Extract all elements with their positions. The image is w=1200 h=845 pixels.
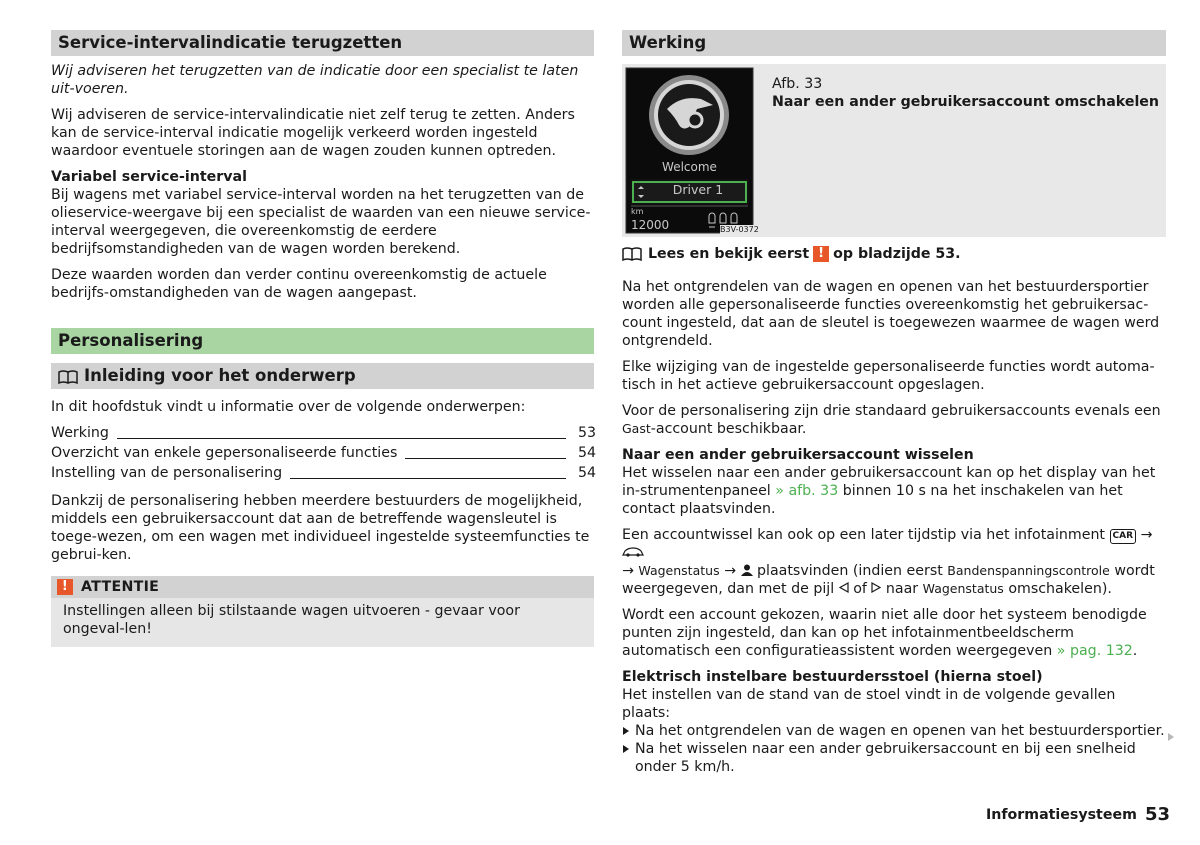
p3-text: Voor de personalisering zijn drie standaard gebruikersaccounts evenals een xyxy=(622,403,1161,419)
switch-account-paragraph xyxy=(622,464,1166,518)
display-km-unit: km xyxy=(631,207,644,216)
book-icon xyxy=(58,370,78,384)
toc-label: Overzicht van enkele gepersonaliseerde functies xyxy=(51,445,398,461)
page-link[interactable]: » pag. 132 xyxy=(1056,643,1133,659)
account-switch-paragraph xyxy=(622,526,1166,598)
service-section-body xyxy=(51,62,594,302)
switch-account-title: Naar een ander gebruikersaccount wisselen xyxy=(622,447,974,463)
warning-icon: ! xyxy=(57,579,73,595)
book-icon xyxy=(622,247,642,261)
toc-label: Instelling van de personalisering xyxy=(51,465,283,481)
guest-term: Gast xyxy=(622,421,651,436)
p3-tail: -account beschikbaar. xyxy=(650,421,807,437)
bandenspanning-term: Bandenspanningscontrole xyxy=(947,563,1110,578)
toc-page: 54 xyxy=(578,465,597,481)
figure-caption: Naar een ander gebruikersaccount omschakelen xyxy=(772,94,1160,110)
warning-title: ATTENTIE xyxy=(81,579,160,595)
werking-paragraph-2: Elke wijziging van de ingestelde gepersonaliseerde functies wordt automa-tisch in het actieve gebruikersaccount opgeslagen. xyxy=(622,359,1155,393)
continue-arrow-icon xyxy=(1167,732,1175,742)
car-button-icon: CAR xyxy=(1110,529,1137,544)
figure-number: Afb. 33 xyxy=(772,76,823,92)
personalisering-intro: In dit hoofdstuk vindt u informatie over de volgende onderwerpen: xyxy=(51,399,526,415)
service-intro: Wij adviseren het terugzetten van de indicatie door een specialist te laten uit-voeren. xyxy=(51,63,579,97)
read-first-note xyxy=(622,246,961,262)
p5-text-g: of xyxy=(853,581,867,597)
switch-tail: binnen 10 s na het inschakelen van het contact plaatsvinden. xyxy=(622,483,1123,517)
service-paragraph-2: Bij wagens met variabel service-interval worden na het terugzetten van de olieservice-weergave bij een specialist de waarden van een nieuwe service-interval weergegeven, die overeenkomstig de eerdere bedrijfsomstandigheden van de wagen worden berekend. xyxy=(51,187,591,257)
arrow-3: → xyxy=(724,563,736,579)
section-title-werking: Werking xyxy=(622,30,1166,56)
warning-box xyxy=(51,576,594,647)
page-number: 53 xyxy=(1145,804,1171,825)
toc-leader xyxy=(405,458,566,459)
toc-page: 54 xyxy=(578,445,597,461)
p5-text-e: plaatsvinden (indien eerst xyxy=(757,563,943,579)
personalisering-paragraph: Dankzij de personalisering hebben meerdere bestuurders de mogelijkheid, middels een gebruikersaccount dat aan de betreffende wagensleutel is toege-wezen, om een wagen met individueel ingestelde systeemfuncties te gebrui-ken. xyxy=(51,493,590,563)
toc-entry[interactable] xyxy=(51,424,597,442)
werking-paragraph-1: Na het ontgrendelen van de wagen en openen van het bestuurdersportier worden alle gepersonaliseerde functies overeenkomstig het gebruikersac-count ingesteld, dat aan de sleutel is toegewezen waarmee de wagen werd ontgrendeld. xyxy=(622,279,1160,349)
figure-box xyxy=(622,64,1166,237)
read-first-page: op bladzijde 53. xyxy=(833,246,961,262)
arrow-right-icon xyxy=(871,582,881,593)
p5-text-f: wordt weergegeven, dan met de pijl xyxy=(622,563,1155,597)
vehicle-icon xyxy=(622,547,644,557)
person-icon xyxy=(741,564,753,576)
p5-text-i: omschakelen). xyxy=(1008,581,1112,597)
variable-interval-title: Variabel service-interval xyxy=(51,169,247,185)
read-first-label: Lees en bekijk eerst xyxy=(648,246,810,262)
display-driver: Driver 1 xyxy=(672,182,724,197)
seat-title: Elektrisch instelbare bestuurdersstoel (hierna stoel) xyxy=(622,669,1043,685)
toc-leader xyxy=(117,438,566,439)
seat-intro: Het instellen van de stand van de stoel vindt in de volgende gevallen plaats: xyxy=(622,687,1116,721)
p5-text-a: Een accountwissel kan ook op een later tijdstip via het infotainment xyxy=(622,527,1105,543)
arrow-2: → xyxy=(622,563,634,579)
switch-text: Het wisselen naar een ander gebruikersaccount kan op het display van het in-strumentenpaneel xyxy=(622,465,1156,499)
display-km-value: 12000 xyxy=(631,218,670,232)
seat-bullet: Na het wisselen naar een ander gebruikersaccount en bij een snelheid onder 5 km/h. xyxy=(622,740,1166,776)
werking-body xyxy=(622,278,1166,776)
toc-entry[interactable] xyxy=(51,444,597,462)
p6-tail: . xyxy=(1132,643,1138,659)
warning-icon: ! xyxy=(813,246,829,262)
werking-paragraph-3 xyxy=(622,402,1166,438)
warning-header xyxy=(51,576,594,598)
subheader-introduction xyxy=(51,363,594,389)
toc-page: 53 xyxy=(578,425,597,441)
service-paragraph-3: Deze waarden worden dan verder continu overeenkomstig de actuele bedrijfs-omstandigheden van de wagen aangepast. xyxy=(51,267,547,301)
section-title-service-reset: Service-intervalindicatie terugzetten xyxy=(51,30,594,56)
arrow-1: → xyxy=(1140,527,1153,543)
config-assistant-paragraph xyxy=(622,606,1166,660)
service-paragraph-1: Wij adviseren de service-intervalindicatie niet zelf terug te zetten. Anders kan de service-interval indicatie mogelijk verkeerd worden ingesteld waardoor eventuele storingen aan de wagen zouden kunnen optreden. xyxy=(51,107,575,159)
section-title-personalisering: Personalisering xyxy=(51,328,594,354)
toc-label: Werking xyxy=(51,425,109,441)
subheader-label: Inleiding voor het onderwerp xyxy=(84,366,356,385)
warning-text: Instellingen alleen bij stilstaande wagen uitvoeren - gevaar voor ongeval-len! xyxy=(63,603,520,637)
arrow-left-icon xyxy=(839,582,849,593)
wagenstatus-term: Wagenstatus xyxy=(638,563,720,578)
p6-text: Wordt een account gekozen, waarin niet alle door het systeem benodigde punten zijn ingesteld, dan kan op het infotainmentbeeldscherm automatisch een configuratieassistent worden weergegeven xyxy=(622,607,1147,659)
figure-code: B3V-0372 xyxy=(720,225,759,234)
figure-link[interactable]: » afb. 33 xyxy=(775,483,839,499)
p5-text-h: naar xyxy=(885,581,919,597)
seat-bullet: Na het ontgrendelen van de wagen en openen van het bestuurdersportier. xyxy=(622,722,1166,740)
toc-leader xyxy=(290,478,566,479)
display-welcome: Welcome xyxy=(662,160,717,174)
toc-entry[interactable] xyxy=(51,464,597,482)
footer-section: Informatiesysteem xyxy=(986,807,1137,823)
wagenstatus-term-2: Wagenstatus xyxy=(922,581,1004,596)
